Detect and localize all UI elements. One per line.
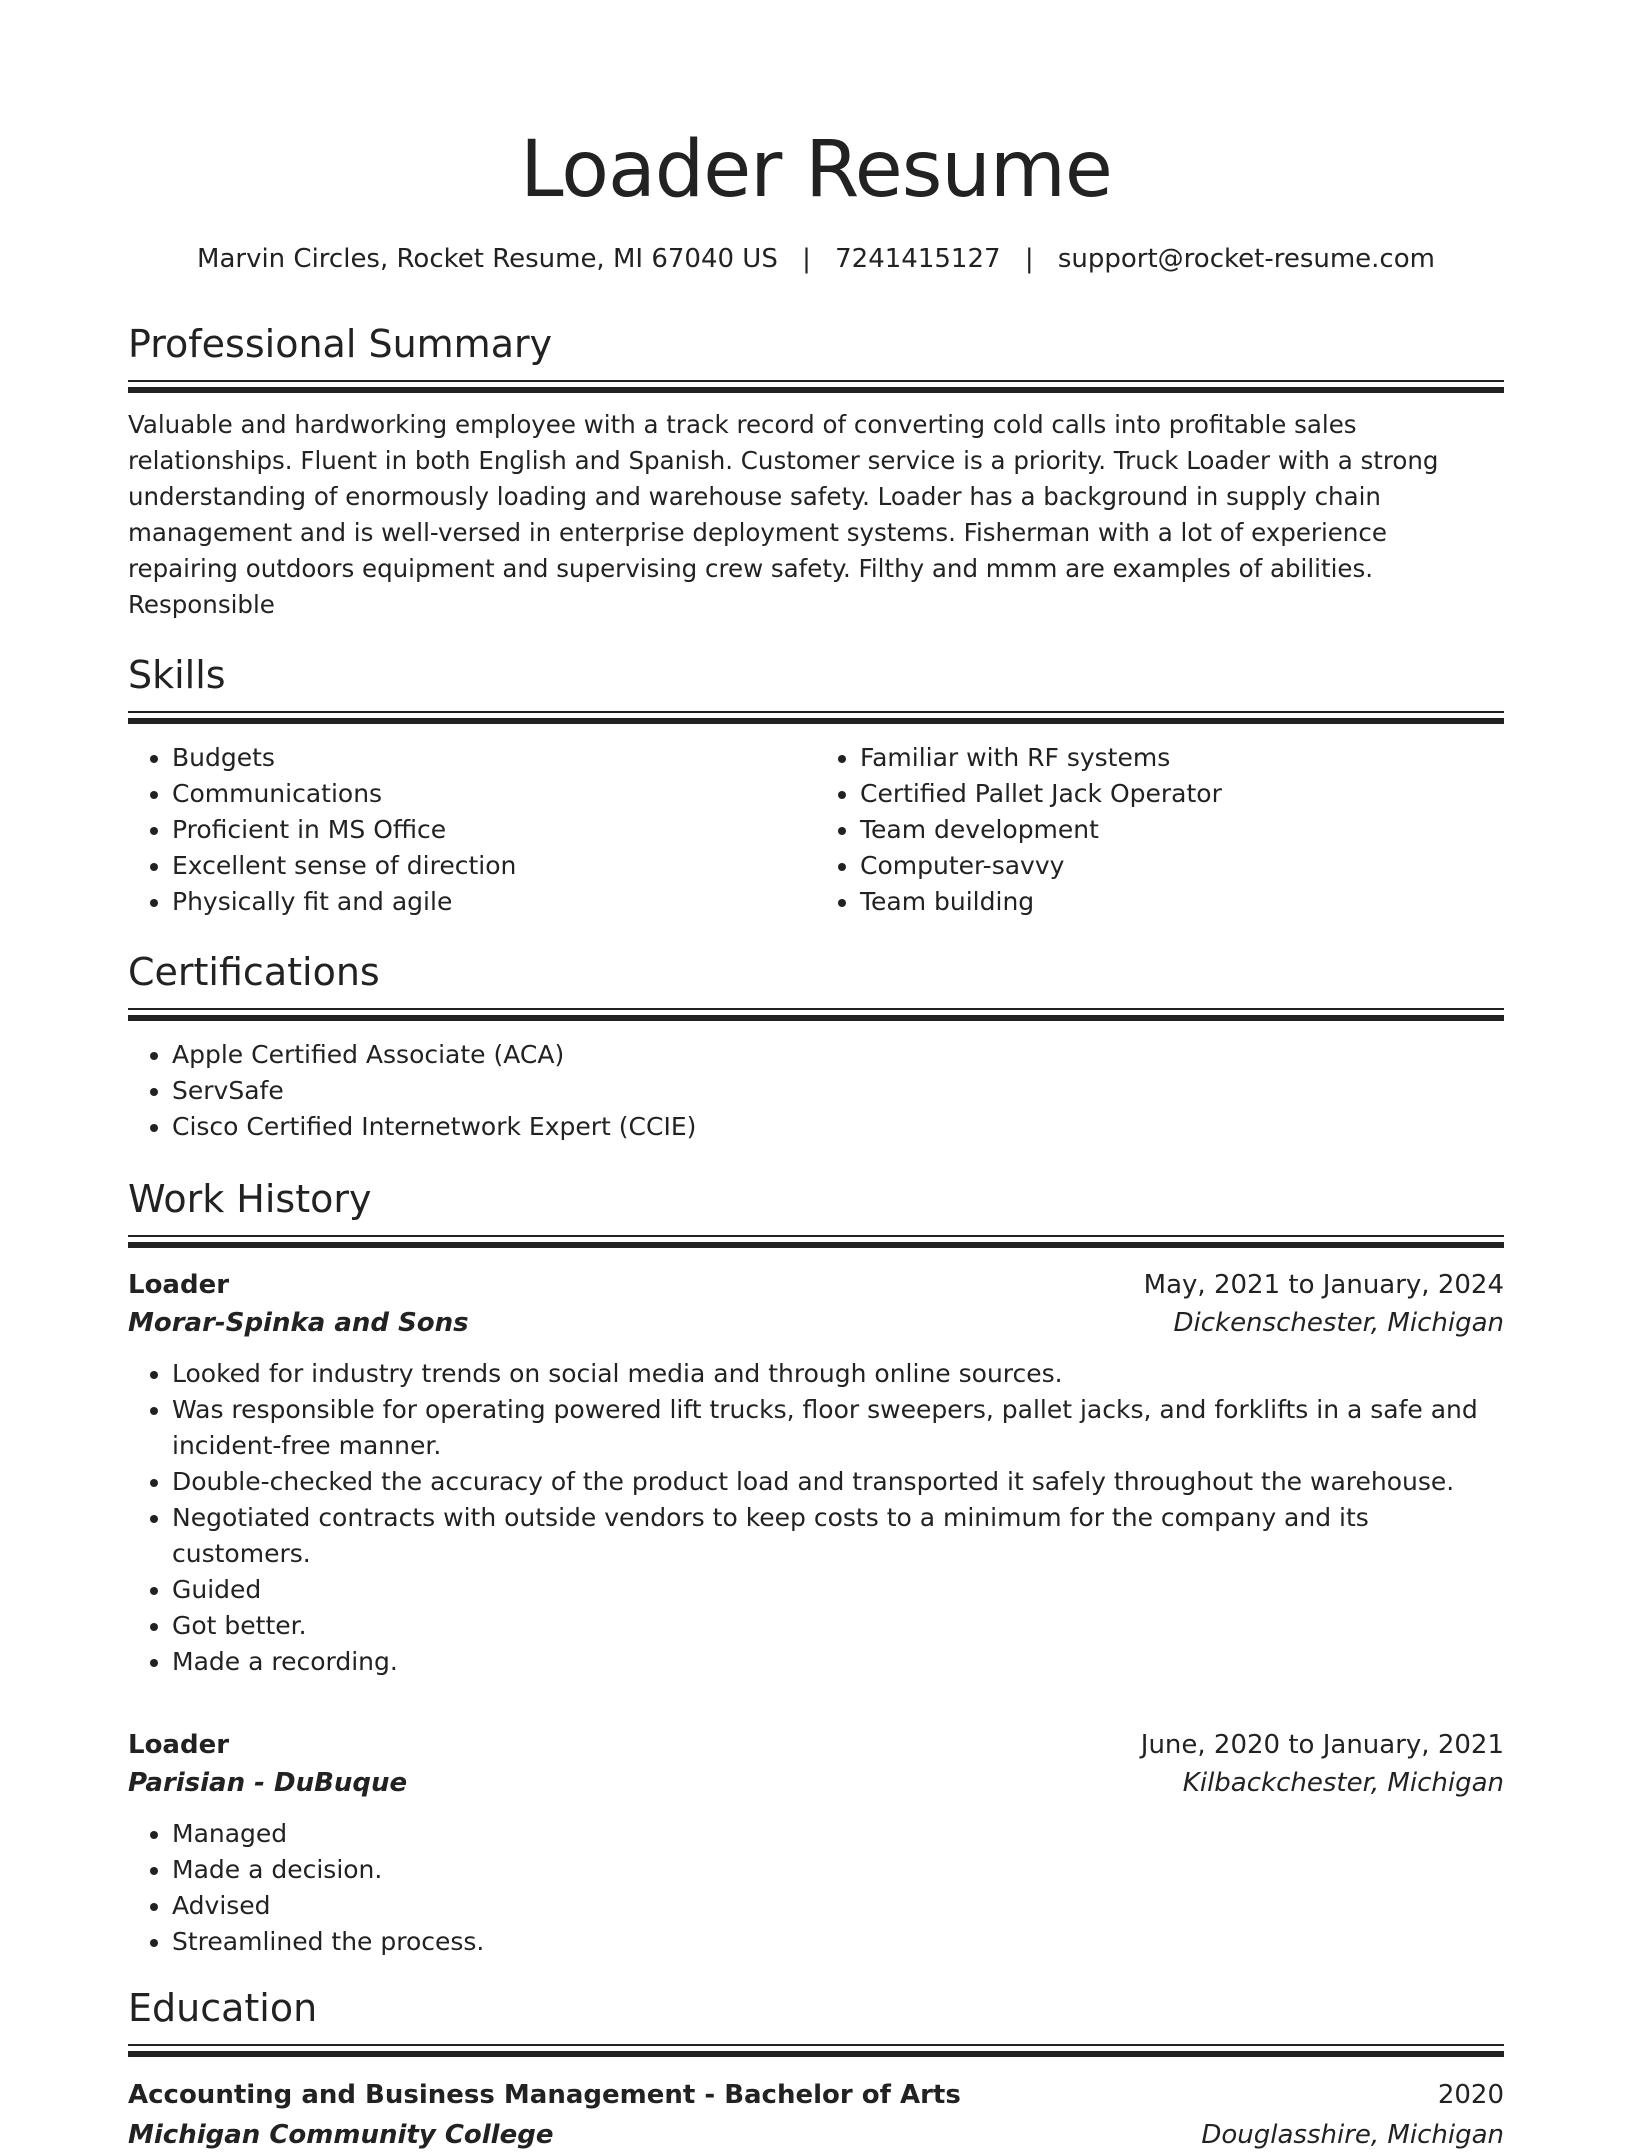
job-header-row: [128, 1266, 1504, 1304]
summary-text: Valuable and hardworking employee with a track record of converting cold calls into profitable sales relationships. Fluent in both English and Spanish. Customer service is a priority. Truck Loader with a strong understanding of enormously loading and warehouse safety. Loader has a background in supply chain management and is well-versed in enterprise deployment systems. Fisherman with a lot of experience repairing outdoors equipment and supervising crew safety. Filthy and mmm are examples of abilities. Responsible: [128, 410, 1439, 619]
list-item: • Proficient in MS Office: [172, 812, 816, 848]
list-item: • Managed: [172, 1816, 1504, 1852]
resume-title: Loader Resume: [520, 125, 1112, 215]
education-entry: [128, 2075, 1504, 2155]
job-company-row: [128, 1764, 1504, 1802]
section-divider: [128, 380, 1504, 393]
section-heading-skills: Skills: [128, 653, 226, 697]
job-location: Kilbackchester, Michigan: [1182, 1768, 1504, 1798]
section-heading-work-history: Work History: [128, 1177, 372, 1221]
list-item: • Made a decision.: [172, 1852, 1504, 1888]
contact-separator: |: [802, 244, 811, 274]
skills-list-right: [816, 740, 1504, 920]
contact-phone: 7241415127: [835, 244, 1001, 274]
job-bullets: [128, 1816, 1504, 1960]
section-divider: [128, 2044, 1504, 2057]
list-item: • Familiar with RF systems: [860, 740, 1504, 776]
education-section: [128, 1986, 1504, 2155]
job-title: Loader: [128, 1270, 230, 1300]
job-entry: [128, 1266, 1504, 1680]
education-school: Michigan Community College: [128, 2120, 554, 2150]
education-location: Douglasshire, Michigan: [1201, 2120, 1504, 2150]
resume-page: [128, 0, 1504, 2155]
section-heading-summary: Professional Summary: [128, 322, 553, 366]
contact-line: [128, 242, 1504, 276]
list-item: • Looked for industry trends on social media and through online sources.: [172, 1356, 1504, 1392]
list-item: • Cisco Certified Internetwork Expert (CCIE): [172, 1109, 1504, 1145]
list-item: • Apple Certified Associate (ACA): [172, 1037, 1504, 1073]
section-heading-certifications: Certifications: [128, 950, 380, 994]
section-divider: [128, 1235, 1504, 1248]
education-degree: Accounting and Business Management - Bachelor of Arts: [128, 2080, 961, 2110]
skills-list-left: [128, 740, 816, 920]
summary-section: [128, 322, 1504, 623]
job-title: Loader: [128, 1730, 230, 1760]
list-item: • Double-checked the accuracy of the product load and transported it safely throughout the warehouse.: [172, 1464, 1504, 1500]
list-item: • Advised: [172, 1888, 1504, 1924]
list-item: • Negotiated contracts with outside vendors to keep costs to a minimum for the company and its customers.: [172, 1500, 1504, 1572]
skills-section: [128, 653, 1504, 920]
job-header-row: [128, 1726, 1504, 1764]
list-item: • Made a recording.: [172, 1644, 1504, 1680]
skills-grid: [128, 740, 1504, 920]
certifications-list: [128, 1037, 1504, 1145]
list-item: • Computer-savvy: [860, 848, 1504, 884]
section-divider: [128, 711, 1504, 724]
work-history-section: [128, 1177, 1504, 1960]
job-company: Parisian - DuBuque: [128, 1768, 408, 1798]
job-bullets: [128, 1356, 1504, 1680]
list-item: • Excellent sense of direction: [172, 848, 816, 884]
list-item: • Certified Pallet Jack Operator: [860, 776, 1504, 812]
contact-separator: |: [1024, 244, 1034, 274]
job-company-row: [128, 1304, 1504, 1342]
contact-email: support@rocket-resume.com: [1057, 244, 1435, 274]
certifications-section: [128, 950, 1504, 1145]
job-company: Morar-Spinka and Sons: [128, 1308, 469, 1338]
list-item: • Was responsible for operating powered lift trucks, floor sweepers, pallet jacks, and forklifts in a safe and incident-free manner.: [172, 1392, 1504, 1464]
list-item: • Team development: [860, 812, 1504, 848]
list-item: • Physically fit and agile: [172, 884, 816, 920]
list-item: • Budgets: [172, 740, 816, 776]
job-dates: May, 2021 to January, 2024: [1143, 1270, 1504, 1300]
job-location: Dickenschester, Michigan: [1173, 1308, 1504, 1338]
job-entry: [128, 1726, 1504, 1960]
education-year: 2020: [1437, 2080, 1504, 2110]
education-school-row: [128, 2115, 1504, 2155]
list-item: • Guided: [172, 1572, 1504, 1608]
contact-address: Marvin Circles, Rocket Resume, MI 67040 US: [197, 244, 778, 274]
list-item: • Team building: [860, 884, 1504, 920]
section-heading-education: Education: [128, 1986, 318, 2030]
list-item: • Got better.: [172, 1608, 1504, 1644]
job-dates: June, 2020 to January, 2021: [1140, 1730, 1504, 1760]
list-item: • Streamlined the process.: [172, 1924, 1504, 1960]
education-degree-row: [128, 2075, 1504, 2115]
list-item: • ServSafe: [172, 1073, 1504, 1109]
section-divider: [128, 1008, 1504, 1021]
list-item: • Communications: [172, 776, 816, 812]
